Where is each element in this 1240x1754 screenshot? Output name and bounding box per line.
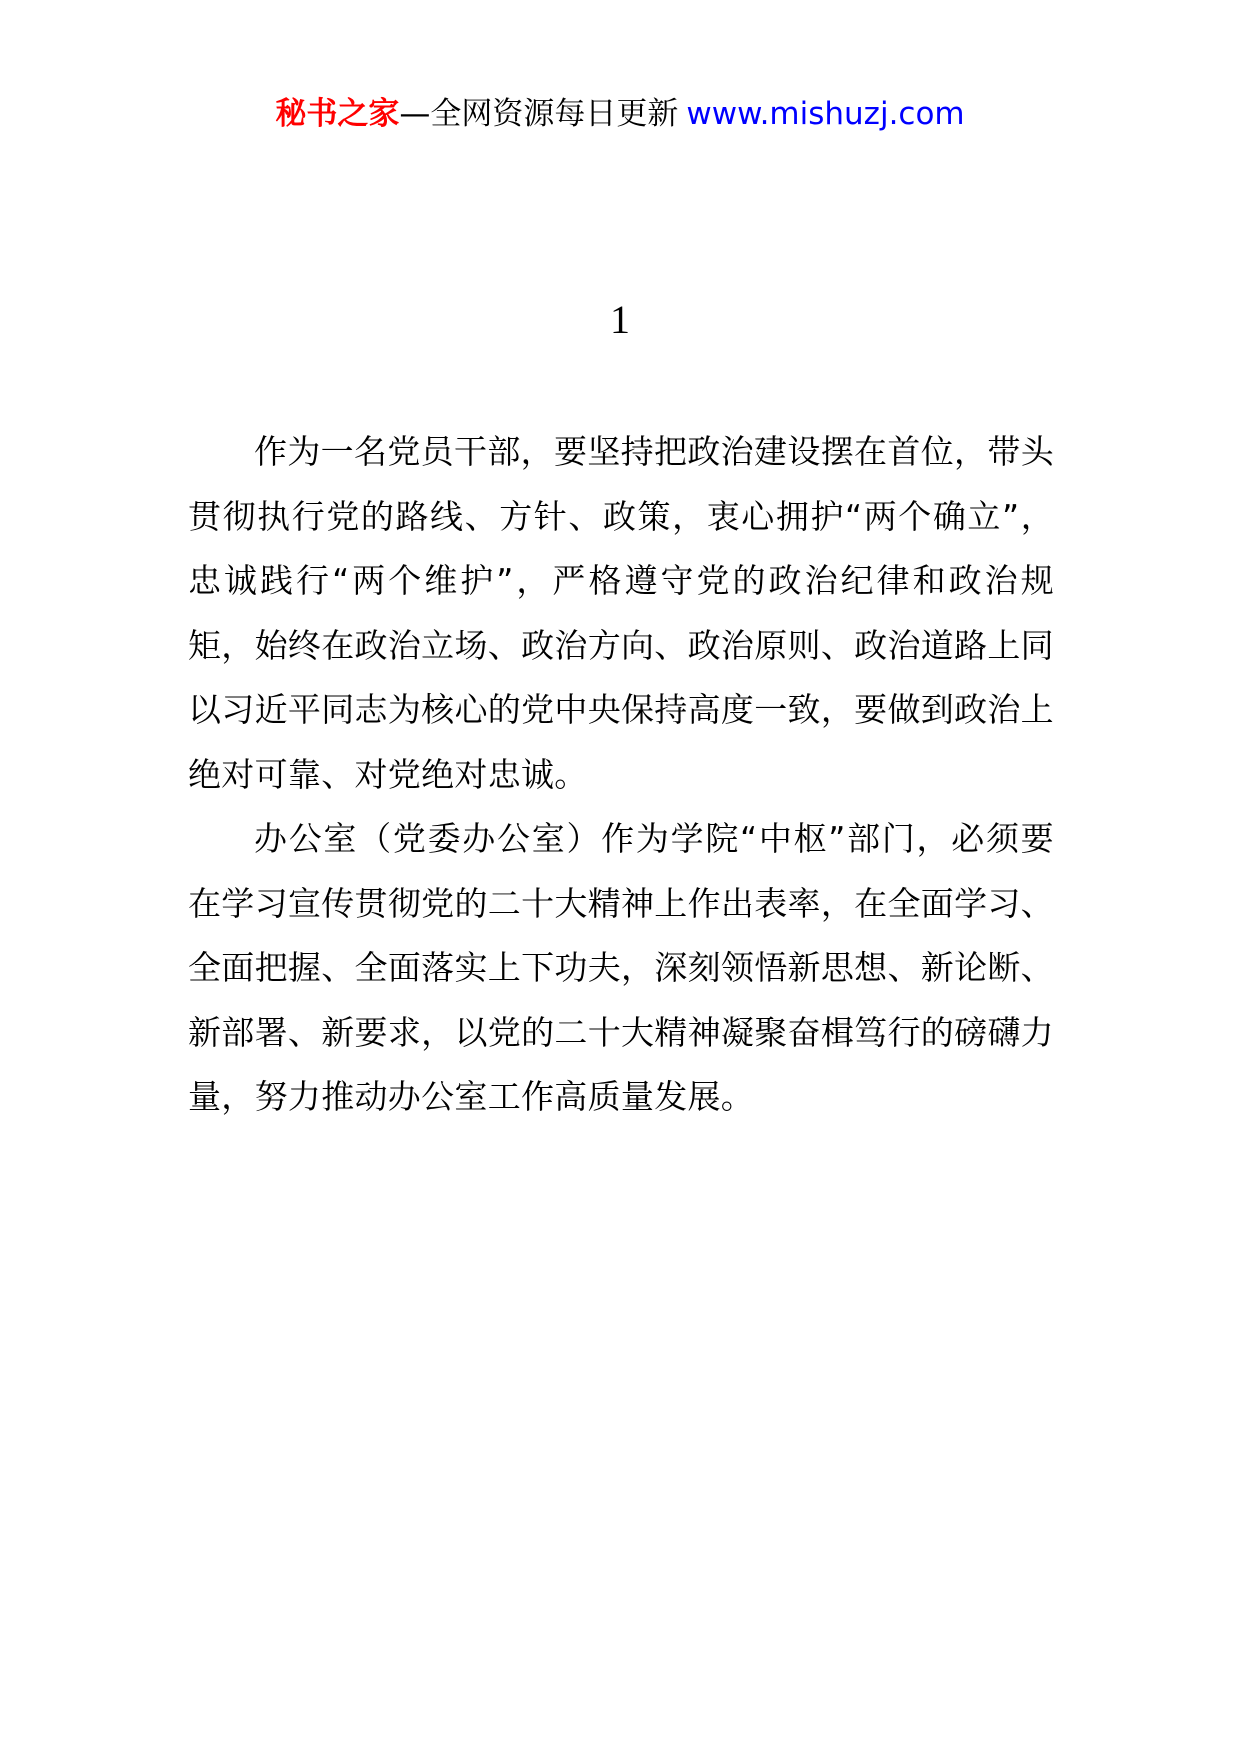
paragraph-2: 办公室（党委办公室）作为学院“中枢”部门，必须要在学习宣传贯彻党的二十大精神上作出表率，在全面学习、全面把握、全面落实上下功夫，深刻领悟新思想、新论断、新部署、新要求，以党的二十大精神凝聚奋楫笃行的磅礴力量，努力推动办公室工作高质量发展。 <box>188 819 1054 1116</box>
page-header <box>0 94 1240 134</box>
website-link[interactable]: www.mishuzj.com <box>686 96 965 132</box>
page-number: 1 <box>610 297 630 342</box>
paragraph-1: 作为一名党员干部，要坚持把政治建设摆在首位，带头贯彻执行党的路线、方针、政策，衷心拥护“两个确立”，忠诚践行“两个维护”，严格遵守党的政治纪律和政治规矩，始终在政治立场、政治方向、政治原则、政治道路上同以习近平同志为核心的党中央保持高度一致，要做到政治上绝对可靠、对党绝对忠诚。 <box>188 432 1054 794</box>
header-tagline: —全网资源每日更新 <box>399 96 679 132</box>
brand-name: 秘书之家 <box>275 96 400 132</box>
document-body <box>188 420 1054 1130</box>
